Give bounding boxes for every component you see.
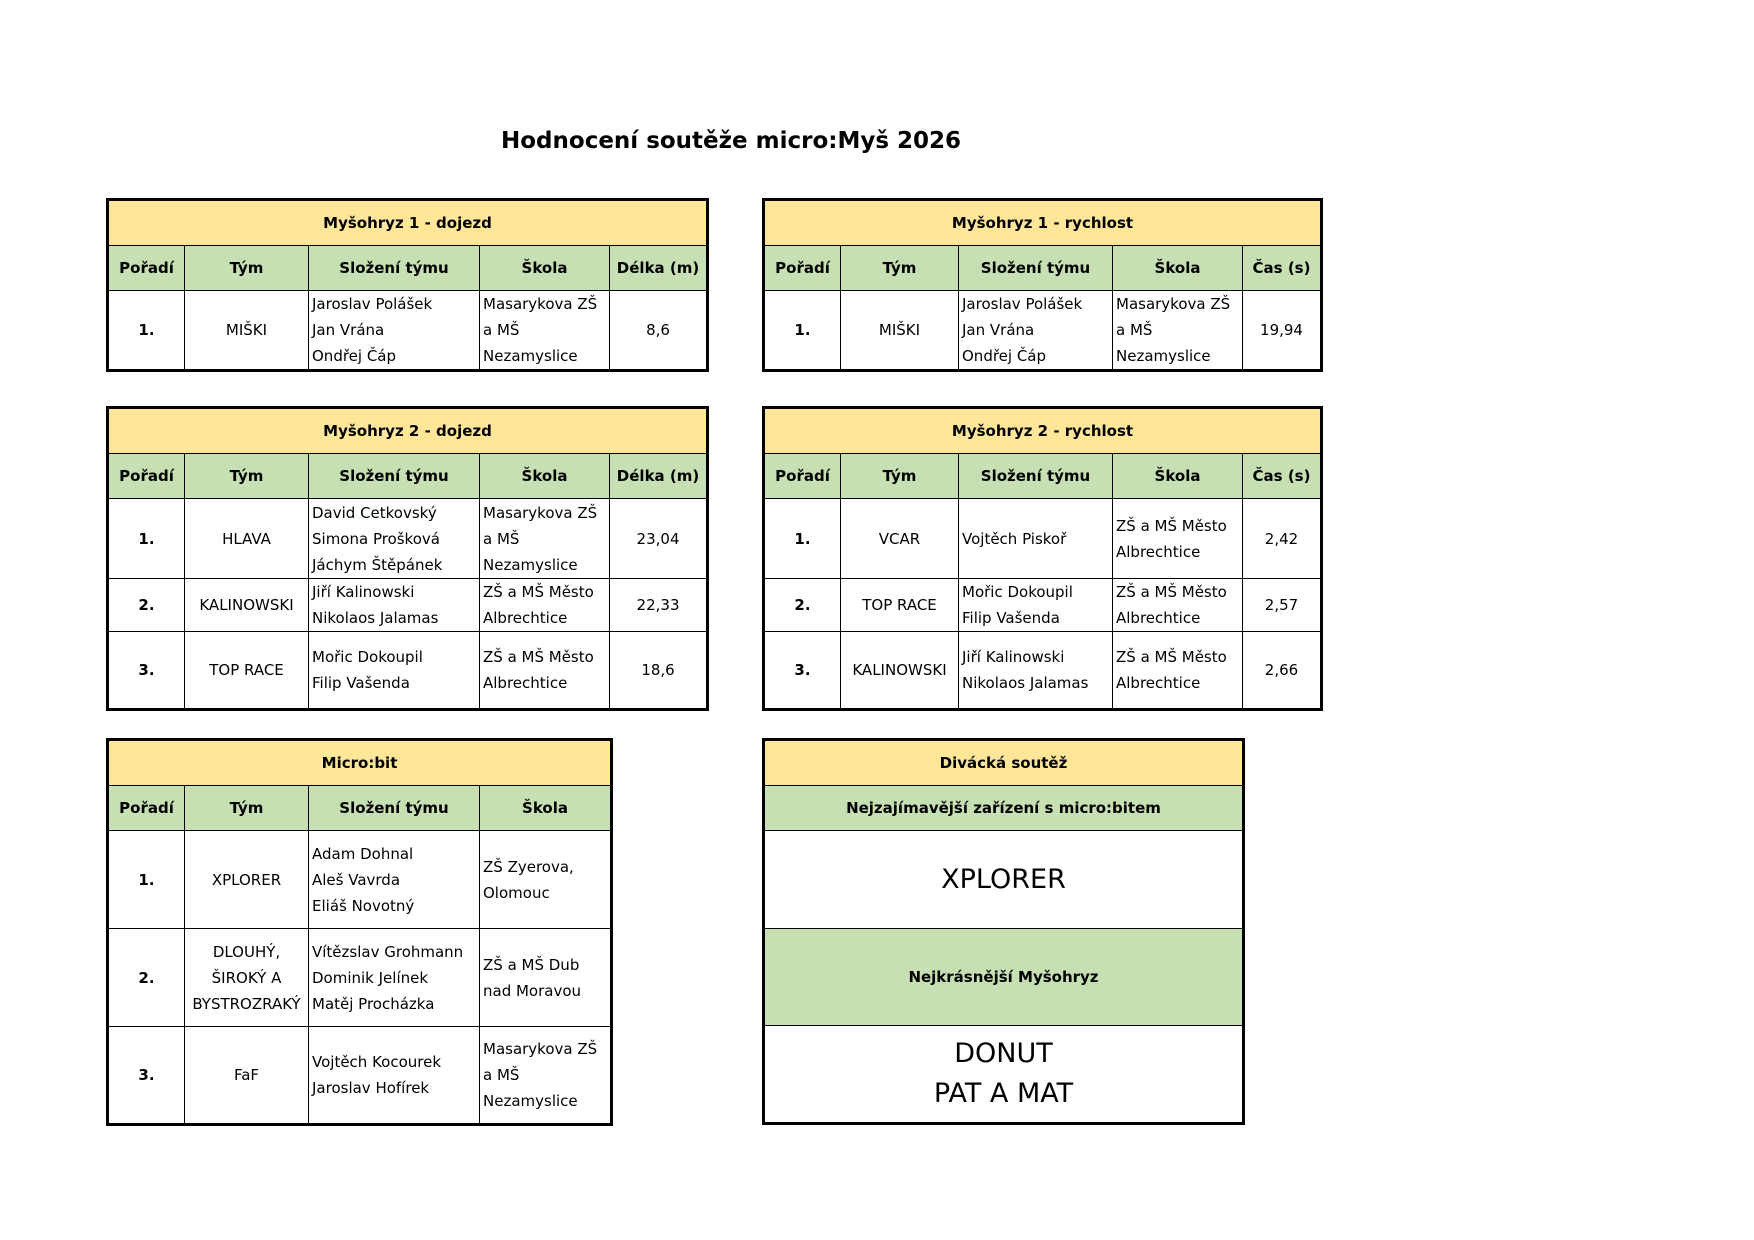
- table-mysohryz1-dojezd: [106, 198, 709, 372]
- table-row: [764, 499, 1322, 579]
- page-title: Hodnocení soutěže micro:Myš 2026: [501, 128, 962, 154]
- members-cell: [959, 579, 1113, 632]
- school-line: ZŠ a MŠ Město: [1116, 648, 1227, 666]
- member-name: Ondřej Čáp: [962, 347, 1047, 365]
- rank-cell: 2.: [108, 579, 185, 632]
- school-cell: [1113, 579, 1243, 632]
- members-cell: [959, 499, 1113, 579]
- value-cell: 2,57: [1243, 579, 1322, 632]
- table-header: Myšohryz 2 - rychlost: [764, 408, 1322, 454]
- table-mysohryz2-dojezd: [106, 406, 709, 711]
- school-line: Nezamyslice: [483, 347, 578, 365]
- value-cell: 8,6: [610, 291, 708, 371]
- members-cell: [959, 632, 1113, 710]
- col-slozeni: Složení týmu: [309, 246, 480, 291]
- category-label: Nejkrásnější Myšohryz: [764, 929, 1244, 1026]
- school-line: Nezamyslice: [483, 1092, 578, 1110]
- school-cell: [480, 929, 612, 1027]
- col-skola: Škola: [1113, 454, 1243, 499]
- table-mysohryz2-rychlost: [762, 406, 1323, 711]
- col-slozeni: Složení týmu: [959, 246, 1113, 291]
- team-line: BYSTROZRAKÝ: [192, 994, 301, 1013]
- school-line: Nezamyslice: [483, 555, 578, 574]
- col-tym: Tým: [841, 454, 959, 499]
- value-cell: 2,42: [1243, 499, 1322, 579]
- winner-name: PAT A MAT: [933, 1078, 1074, 1109]
- col-tym: Tým: [185, 786, 309, 831]
- table-row: [764, 579, 1322, 632]
- school-line: Masarykova ZŠ: [483, 1040, 598, 1058]
- winner-cell: [764, 1026, 1244, 1124]
- member-name: Aleš Vavrda: [312, 870, 401, 889]
- col-skola: Škola: [480, 454, 610, 499]
- member-name: Nikolaos Jalamas: [962, 674, 1089, 692]
- member-name: Adam Dohnal: [312, 844, 414, 863]
- member-name: Jan Vrána: [312, 321, 385, 339]
- rank-cell: 3.: [764, 632, 841, 710]
- member-name: Jiří Kalinowski: [312, 583, 415, 601]
- value-cell: 22,33: [610, 579, 708, 632]
- rank-cell: 2.: [108, 929, 185, 1027]
- table-row: [108, 929, 612, 1027]
- member-name: Mořic Dokoupil: [312, 648, 423, 666]
- category-label: Nejzajímavější zařízení s micro:bitem: [764, 786, 1244, 831]
- member-name: Jaroslav Polášek: [962, 295, 1083, 313]
- team-cell: VCAR: [841, 499, 959, 579]
- team-cell: MIŠKI: [185, 291, 309, 371]
- col-skola: Škola: [480, 246, 610, 291]
- col-poradi: Pořadí: [108, 454, 185, 499]
- table-divacka-soutez: [762, 738, 1245, 1125]
- rank-cell: 3.: [108, 1027, 185, 1125]
- table-microbit: [106, 738, 613, 1126]
- rank-cell: 1.: [764, 291, 841, 371]
- members-cell: [309, 929, 480, 1027]
- table-row: [108, 291, 708, 371]
- member-name: Filip Vašenda: [962, 609, 1060, 627]
- col-slozeni: Složení týmu: [959, 454, 1113, 499]
- school-cell: [480, 1027, 612, 1125]
- member-name: Jaroslav Polášek: [312, 295, 433, 313]
- table-row: [108, 831, 612, 929]
- table-row: [764, 632, 1322, 710]
- school-line: ZŠ a MŠ Město: [483, 583, 594, 601]
- school-cell: [1113, 632, 1243, 710]
- col-tym: Tým: [185, 454, 309, 499]
- team-cell: [185, 929, 309, 1027]
- table-mysohryz1-rychlost: [762, 198, 1323, 372]
- value-cell: 19,94: [1243, 291, 1322, 371]
- rank-cell: 1.: [764, 499, 841, 579]
- school-line: Nezamyslice: [1116, 347, 1211, 365]
- members-cell: [309, 579, 480, 632]
- school-line: Albrechtice: [1116, 542, 1201, 561]
- school-line: ZŠ a MŠ Město: [1116, 583, 1227, 601]
- school-line: Albrechtice: [1116, 609, 1201, 627]
- member-name: Vojtěch Kocourek: [312, 1053, 442, 1071]
- school-line: Albrechtice: [1116, 674, 1201, 692]
- rank-cell: 1.: [108, 499, 185, 579]
- team-cell: KALINOWSKI: [841, 632, 959, 710]
- members-cell: [959, 291, 1113, 371]
- school-line: a MŠ: [1116, 321, 1153, 339]
- winner-name: DONUT: [954, 1038, 1053, 1069]
- table-row: [108, 499, 708, 579]
- team-cell: FaF: [185, 1027, 309, 1125]
- winner-cell: [764, 831, 1244, 929]
- rank-cell: 2.: [764, 579, 841, 632]
- school-cell: [480, 499, 610, 579]
- member-name: Jáchym Štěpánek: [312, 555, 443, 574]
- school-line: Masarykova ZŠ: [483, 295, 598, 313]
- school-cell: [1113, 291, 1243, 371]
- col-poradi: Pořadí: [764, 454, 841, 499]
- team-cell: TOP RACE: [841, 579, 959, 632]
- col-skola: Škola: [480, 786, 612, 831]
- col-tym: Tým: [841, 246, 959, 291]
- table-row: [108, 1027, 612, 1125]
- school-line: Albrechtice: [483, 609, 568, 627]
- value-cell: 23,04: [610, 499, 708, 579]
- rank-cell: 1.: [108, 831, 185, 929]
- col-poradi: Pořadí: [764, 246, 841, 291]
- members-cell: [309, 632, 480, 710]
- winner-name: XPLORER: [941, 863, 1066, 895]
- school-line: a MŠ: [483, 1066, 520, 1084]
- school-line: Olomouc: [483, 883, 550, 902]
- member-name: Dominik Jelínek: [312, 968, 429, 987]
- member-name: Jiří Kalinowski: [962, 648, 1065, 666]
- col-tym: Tým: [185, 246, 309, 291]
- school-line: Masarykova ZŠ: [1116, 295, 1231, 313]
- member-name: Nikolaos Jalamas: [312, 609, 439, 627]
- member-name: Vojtěch Piskoř: [962, 529, 1067, 548]
- member-name: Vítězslav Grohmann: [312, 942, 464, 961]
- school-line: ZŠ a MŠ Město: [483, 648, 594, 666]
- school-cell: [480, 831, 612, 929]
- team-line: DLOUHÝ,: [212, 942, 281, 961]
- table-header: Micro:bit: [108, 740, 612, 786]
- member-name: Jaroslav Hofírek: [312, 1079, 430, 1097]
- school-line: a MŠ: [483, 321, 520, 339]
- col-cas: Čas (s): [1243, 246, 1322, 291]
- school-line: ZŠ a MŠ Město: [1116, 516, 1227, 535]
- member-name: Simona Prošková: [312, 529, 440, 548]
- value-cell: 18,6: [610, 632, 708, 710]
- school-line: ZŠ Zyerova,: [483, 857, 574, 876]
- team-cell: KALINOWSKI: [185, 579, 309, 632]
- table-header: Divácká soutěž: [764, 740, 1244, 786]
- team-line: ŠIROKÝ A: [211, 968, 282, 987]
- col-delka: Délka (m): [610, 454, 708, 499]
- member-name: Ondřej Čáp: [312, 347, 397, 365]
- member-name: Matěj Procházka: [312, 994, 435, 1013]
- school-line: a MŠ: [483, 529, 520, 548]
- rank-cell: 3.: [108, 632, 185, 710]
- members-cell: [309, 499, 480, 579]
- member-name: Mořic Dokoupil: [962, 583, 1073, 601]
- col-slozeni: Složení týmu: [309, 454, 480, 499]
- school-cell: [480, 291, 610, 371]
- member-name: Eliáš Novotný: [312, 896, 415, 915]
- team-cell: MIŠKI: [841, 291, 959, 371]
- school-line: ZŠ a MŠ Dub: [483, 955, 580, 974]
- table-header: Myšohryz 1 - rychlost: [764, 200, 1322, 246]
- col-poradi: Pořadí: [108, 246, 185, 291]
- school-line: Albrechtice: [483, 674, 568, 692]
- school-line: Masarykova ZŠ: [483, 503, 598, 522]
- school-line: nad Moravou: [483, 981, 582, 1000]
- col-poradi: Pořadí: [108, 786, 185, 831]
- team-cell: HLAVA: [185, 499, 309, 579]
- member-name: David Cetkovský: [312, 503, 437, 522]
- col-skola: Škola: [1113, 246, 1243, 291]
- school-cell: [1113, 499, 1243, 579]
- rank-cell: 1.: [108, 291, 185, 371]
- team-cell: XPLORER: [185, 831, 309, 929]
- members-cell: [309, 831, 480, 929]
- members-cell: [309, 291, 480, 371]
- table-row: [764, 291, 1322, 371]
- team-cell: TOP RACE: [185, 632, 309, 710]
- col-slozeni: Složení týmu: [309, 786, 480, 831]
- value-cell: 2,66: [1243, 632, 1322, 710]
- school-cell: [480, 632, 610, 710]
- table-header: Myšohryz 2 - dojezd: [108, 408, 708, 454]
- col-cas: Čas (s): [1243, 454, 1322, 499]
- member-name: Jan Vrána: [962, 321, 1035, 339]
- table-row: [108, 632, 708, 710]
- table-header: Myšohryz 1 - dojezd: [108, 200, 708, 246]
- school-cell: [480, 579, 610, 632]
- col-delka: Délka (m): [610, 246, 708, 291]
- members-cell: [309, 1027, 480, 1125]
- member-name: Filip Vašenda: [312, 674, 410, 692]
- table-row: [108, 579, 708, 632]
